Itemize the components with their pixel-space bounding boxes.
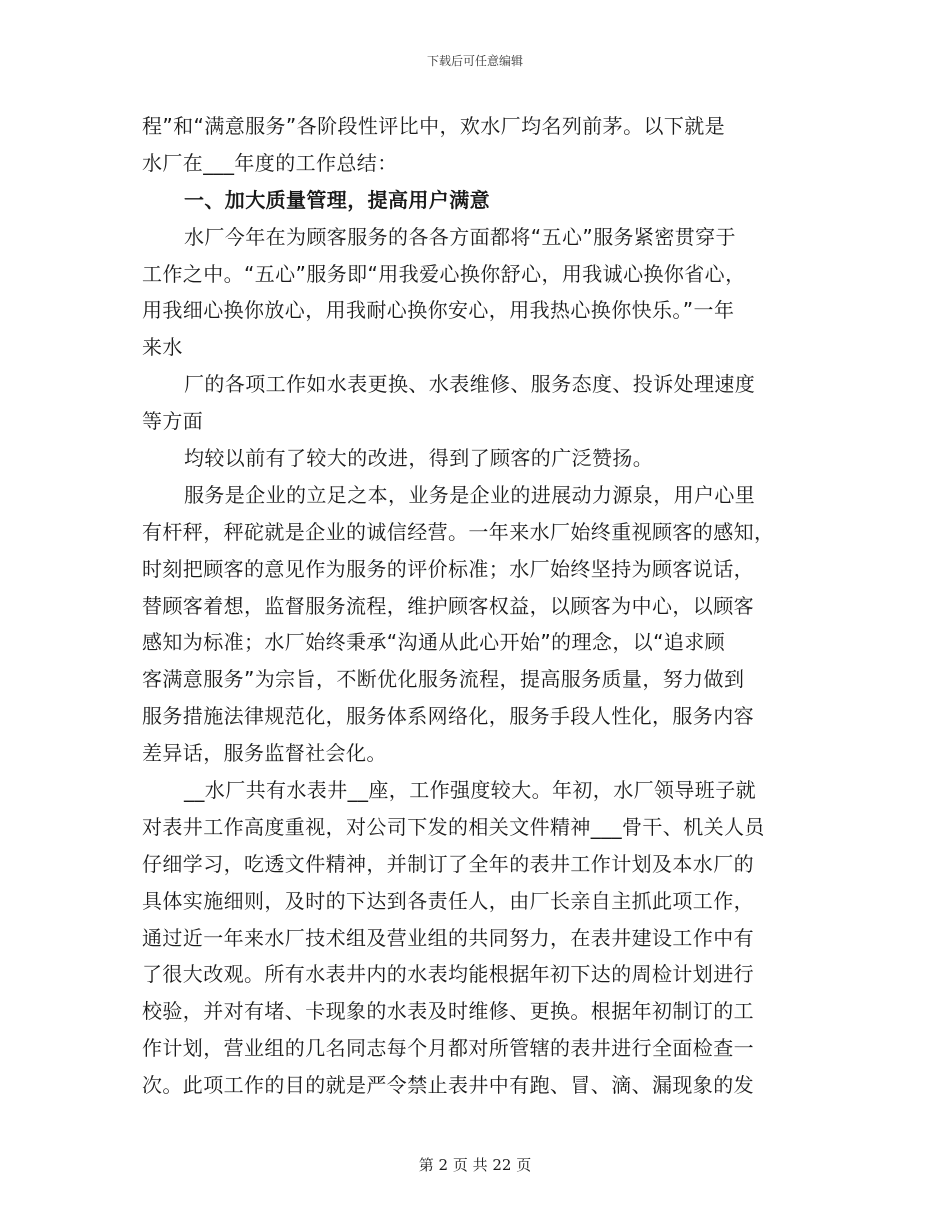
page-number: 第 2 页 共 22 页 xyxy=(418,1156,532,1174)
section-heading: 一、加大质量管理，提高用户满意 xyxy=(184,187,490,212)
text-line: 仔细学习，吃透文件精神，并制订了全年的表井工作计划及本水厂的 xyxy=(142,851,754,876)
text-line: 水厂在___年度的工作总结： xyxy=(142,150,398,175)
text-line: __水厂共有水表井__座，工作强度较大。年初，水厂领导班子就 xyxy=(184,778,756,803)
text-line: 次。此项工作的目的就是严令禁止表井中有跑、冒、滴、漏现象的发 xyxy=(142,1073,754,1098)
text-line: 通过近一年来水厂技术组及营业组的共同努力，在表井建设工作中有 xyxy=(142,925,754,950)
text-line: 作计划，营业组的几名同志每个月都对所管辖的表井进行全面检查一 xyxy=(142,1036,754,1061)
text-line: 水厂今年在为顾客服务的各各方面都将“五心”服务紧密贯穿于 xyxy=(184,224,736,249)
text-line: 用我细心换你放心，用我耐心换你安心，用我热心换你快乐。”一年 xyxy=(142,298,735,323)
text-line: 校验，并对有堵、卡现象的水表及时维修、更换。根据年初制订的工 xyxy=(142,999,754,1024)
document-body xyxy=(142,108,808,1104)
text-line: 程”和“满意服务”各阶段性评比中，欢水厂均名列前茅。以下就是 xyxy=(142,114,726,138)
text-line: 均较以前有了较大的改进，得到了顾客的广泛赞扬。 xyxy=(184,446,654,471)
text-line: 时刻把顾客的意见作为服务的评价标准；水厂始终坚持为顾客说话， xyxy=(142,556,754,581)
text-line: 有杆秤，秤砣就是企业的诚信经营。一年来水厂始终重视顾客的感知， xyxy=(142,519,775,544)
text-line: 服务措施法律规范化，服务体系网络化，服务手段人性化，服务内容 xyxy=(142,704,754,729)
text-line: 差异话，服务监督社会化。 xyxy=(142,741,387,766)
page-header-note: 下载后可任意编辑 xyxy=(426,54,523,68)
text-line: 具体实施细则，及时的下达到各责任人，由厂长亲自主抓此项工作， xyxy=(142,888,754,913)
text-line: 厂的各项工作如水表更换、水表维修、服务态度、投诉处理速度 xyxy=(184,372,756,397)
text-line: 服务是企业的立足之本，业务是企业的进展动力源泉，用户心里 xyxy=(184,482,756,507)
text-line: 工作之中。“五心”服务即“用我爱心换你舒心，用我诚心换你省心， xyxy=(142,261,746,286)
text-line: 来水 xyxy=(142,335,183,360)
text-line: 对表井工作高度重视，对公司下发的相关文件精神___骨干、机关人员 xyxy=(142,814,765,839)
text-line: 感知为标准；水厂始终秉承“沟通从此心开始”的理念，以“追求顾 xyxy=(142,630,726,655)
text-line: 了很大改观。所有水表井内的水表均能根据年初下达的周检计划进行 xyxy=(142,962,754,987)
text-line: 替顾客着想，监督服务流程，维护顾客权益，以顾客为中心，以顾客 xyxy=(142,593,754,618)
text-line: 客满意服务”为宗旨，不断优化服务流程，提高服务质量，努力做到 xyxy=(142,667,745,692)
text-line: 等方面 xyxy=(142,409,204,434)
